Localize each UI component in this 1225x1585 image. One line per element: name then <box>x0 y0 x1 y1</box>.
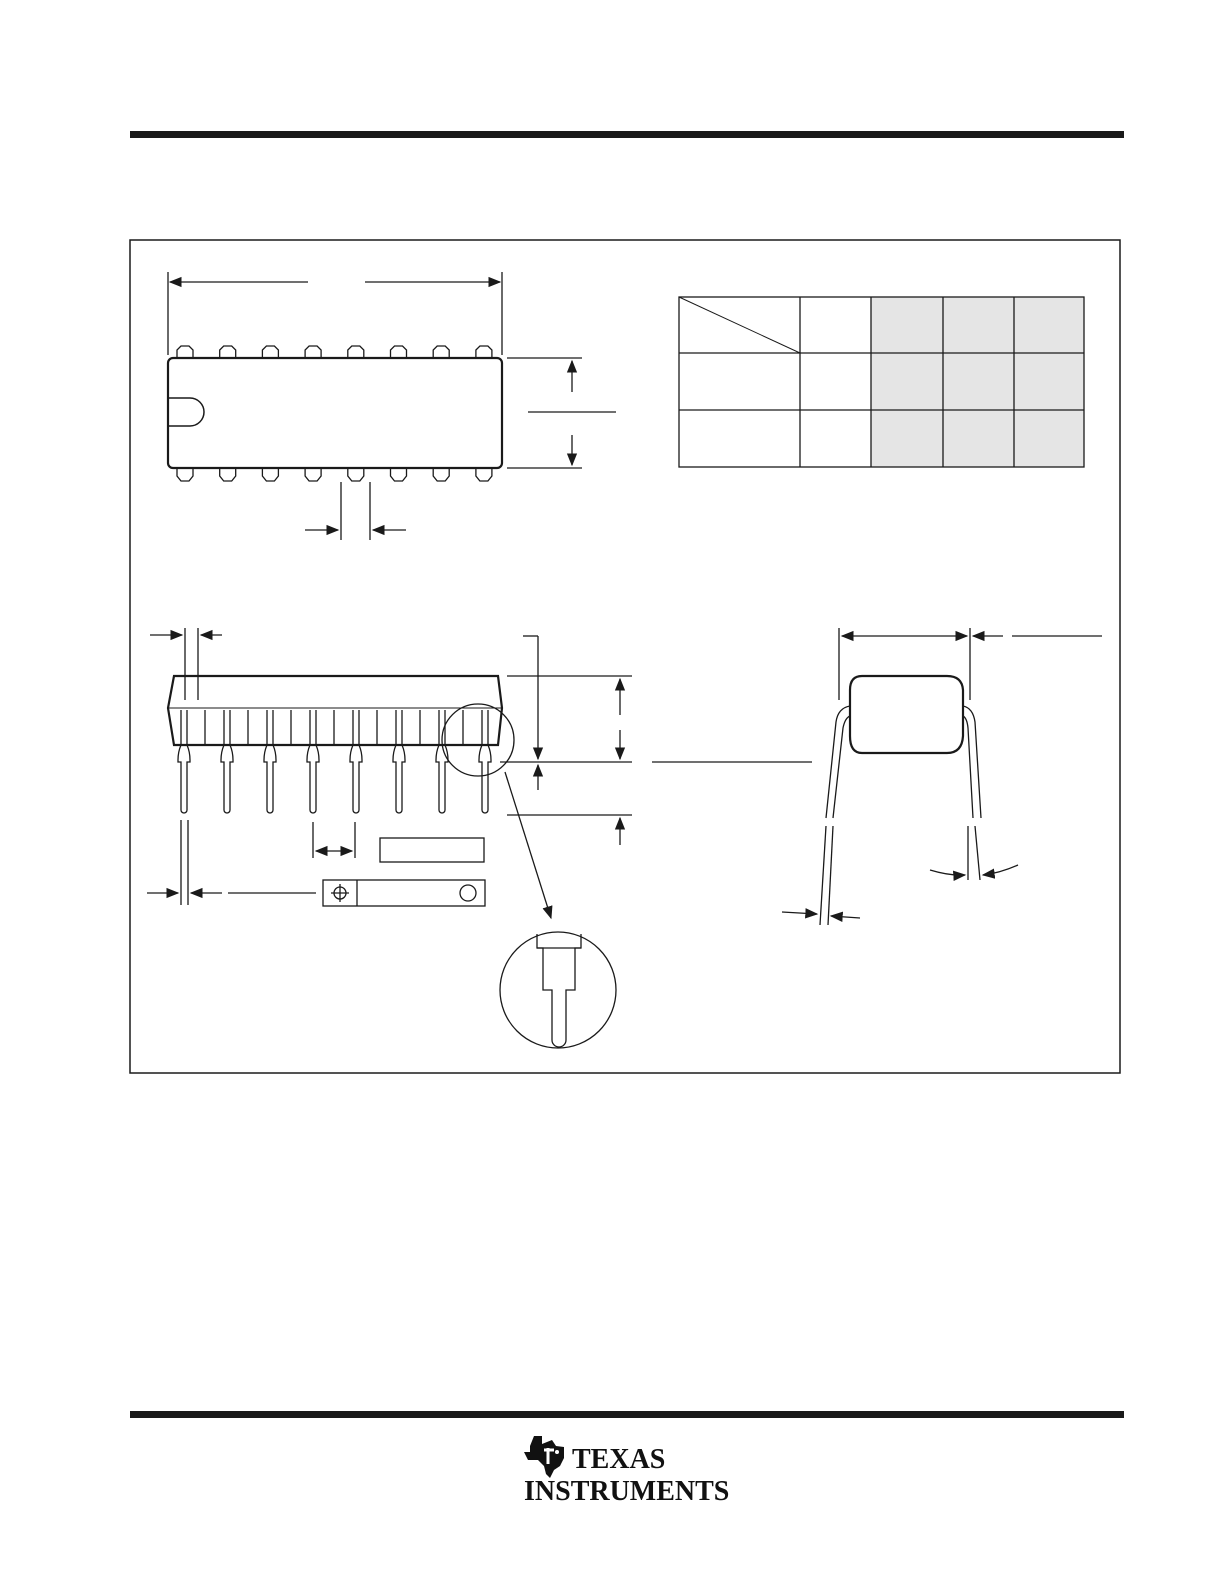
side-view <box>147 628 812 1048</box>
end-view-body <box>850 676 963 753</box>
side-view-leads <box>178 710 491 813</box>
top-pin-tab <box>476 346 492 358</box>
bottom-pin-tab <box>177 468 193 481</box>
side-view-body <box>168 676 502 745</box>
top-pin-tab <box>433 346 449 358</box>
top-pin-tab <box>262 346 278 358</box>
bottom-pin-tab <box>305 468 321 481</box>
bottom-pin-tab <box>433 468 449 481</box>
top-view-body <box>168 358 502 468</box>
tolerance-frame-1 <box>380 838 484 862</box>
logo-line1: TEXAS <box>572 1444 666 1475</box>
ti-state-icon <box>524 1436 564 1478</box>
footer-rule <box>130 1411 1124 1418</box>
side-lead <box>221 710 233 813</box>
texas-instruments-logo <box>520 1430 740 1508</box>
lead-detail-circle <box>500 932 616 1048</box>
bottom-pin-tab <box>262 468 278 481</box>
top-pin-tab <box>220 346 236 358</box>
bottom-pin-tab <box>391 468 407 481</box>
top-pin-tab <box>391 346 407 358</box>
top-pin-row <box>177 346 492 358</box>
bottom-pin-tab <box>476 468 492 481</box>
top-pin-tab <box>348 346 364 358</box>
bottom-pin-row <box>177 468 492 481</box>
end-view <box>782 628 1102 925</box>
side-lead <box>479 710 491 813</box>
logo-line2: INSTRUMENTS <box>524 1476 730 1507</box>
dimension-table <box>679 297 1084 467</box>
side-lead <box>350 710 362 813</box>
bottom-pin-tab <box>348 468 364 481</box>
page-bottom-margin <box>0 1560 1225 1580</box>
top-view <box>168 272 616 540</box>
side-lead <box>264 710 276 813</box>
top-pin-tab <box>305 346 321 358</box>
detail-callout-circle <box>442 704 514 776</box>
side-lead <box>307 710 319 813</box>
side-lead <box>178 710 190 813</box>
top-pin-tab <box>177 346 193 358</box>
side-lead <box>393 710 405 813</box>
side-lead <box>436 710 448 813</box>
bottom-pin-tab <box>220 468 236 481</box>
pin1-notch <box>168 398 204 426</box>
